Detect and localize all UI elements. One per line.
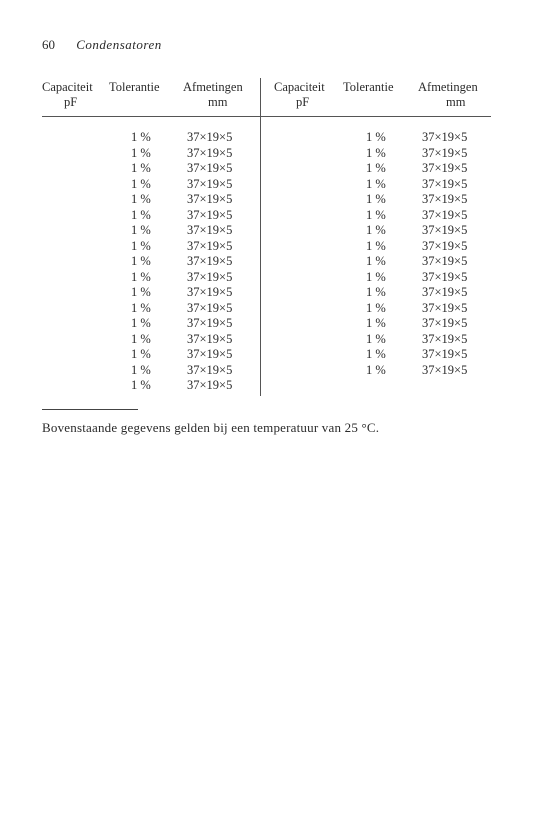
capacity-label: Capaciteit: [42, 80, 93, 94]
tolerance-value: 1 %: [131, 207, 151, 222]
tolerance-value: 1 %: [366, 238, 386, 253]
dimensions-value: 37×19×5: [187, 316, 233, 330]
tolerance-value: 1 %: [366, 331, 386, 346]
tolerance-value: 1 %: [131, 223, 151, 237]
tolerance-value: 1 %: [366, 130, 386, 144]
dimensions-value: 37×19×5: [187, 192, 233, 206]
dimensions-value: 37×19×5: [187, 254, 233, 268]
running-title: Condensatoren: [76, 37, 162, 52]
tolerance-value: 1 %: [131, 378, 151, 392]
dimensions-value: 37×19×5: [422, 161, 468, 175]
tolerance-label: Tolerantie: [109, 80, 160, 94]
dimensions-value: 37×19×5: [422, 285, 468, 299]
dimensions-value: 37×19×5: [187, 207, 233, 222]
right-capacity-header: [274, 80, 325, 110]
left-tolerance-header: [109, 80, 160, 95]
capacity-label: Capaciteit: [274, 80, 325, 94]
tolerance-value: 1 %: [131, 269, 151, 284]
tolerance-value: 1 %: [366, 285, 386, 299]
tolerance-value: 1 %: [366, 254, 386, 268]
tolerance-value: 1 %: [366, 223, 386, 237]
tolerance-value: 1 %: [131, 331, 151, 346]
tolerance-label: Tolerantie: [343, 80, 394, 94]
tolerance-value: 1 %: [366, 192, 386, 206]
dimensions-unit: mm: [208, 95, 228, 109]
header-rule: [42, 116, 491, 117]
tolerance-value: 1 %: [366, 161, 386, 175]
right-tolerance-header: [343, 80, 394, 95]
dimensions-value: 37×19×5: [187, 223, 233, 237]
left-capacity-header: [42, 80, 93, 110]
dimensions-value: 37×19×5: [187, 378, 233, 392]
tolerance-value: 1 %: [131, 285, 151, 299]
capacity-unit: pF: [64, 95, 78, 109]
tolerance-value: 1 %: [131, 130, 151, 144]
tolerance-value: 1 %: [366, 176, 386, 191]
dimensions-value: 37×19×5: [422, 362, 468, 377]
dimensions-value: 37×19×5: [187, 145, 233, 160]
dimensions-value: 37×19×5: [422, 130, 468, 144]
tolerance-value: 1 %: [131, 161, 151, 175]
footnote: Bovenstaande gegevens gelden bij een temperatuur van 25 °C.: [42, 420, 380, 435]
dimensions-value: 37×19×5: [187, 285, 233, 299]
dimensions-value: 37×19×5: [422, 331, 468, 346]
tolerance-value: 1 %: [366, 145, 386, 160]
dimensions-value: 37×19×5: [422, 254, 468, 268]
tolerance-value: 1 %: [131, 347, 151, 361]
left-dimensions-header: [183, 80, 243, 110]
tolerance-value: 1 %: [366, 347, 386, 361]
page-number: 60: [42, 37, 55, 52]
tolerance-value: 1 %: [366, 316, 386, 330]
footnote-rule: [42, 409, 138, 410]
dimensions-value: 37×19×5: [187, 269, 233, 284]
tolerance-value: 1 %: [366, 300, 386, 315]
tolerance-value: 1 %: [131, 254, 151, 268]
tolerance-value: 1 %: [131, 145, 151, 160]
dimensions-label: Afmetingen: [418, 80, 478, 94]
dimensions-value: 37×19×5: [422, 176, 468, 191]
dimensions-value: 37×19×5: [187, 161, 233, 175]
tolerance-value: 1 %: [131, 316, 151, 330]
dimensions-value: 37×19×5: [187, 130, 233, 144]
dimensions-value: 37×19×5: [422, 145, 468, 160]
dimensions-label: Afmetingen: [183, 80, 243, 94]
tolerance-value: 1 %: [366, 362, 386, 377]
tolerance-value: 1 %: [366, 269, 386, 284]
dimensions-value: 37×19×5: [422, 207, 468, 222]
dimensions-value: 37×19×5: [422, 347, 468, 361]
right-dimensions-header: [418, 80, 478, 110]
dimensions-value: 37×19×5: [187, 300, 233, 315]
dimensions-value: 37×19×5: [422, 269, 468, 284]
tolerance-value: 1 %: [366, 207, 386, 222]
tolerance-value: 1 %: [131, 176, 151, 191]
tolerance-value: 1 %: [131, 192, 151, 206]
dimensions-value: 37×19×5: [422, 300, 468, 315]
dimensions-value: 37×19×5: [187, 362, 233, 377]
dimensions-value: 37×19×5: [187, 238, 233, 253]
column-divider: [260, 78, 261, 396]
dimensions-value: 37×19×5: [187, 347, 233, 361]
dimensions-value: 37×19×5: [187, 331, 233, 346]
tolerance-value: 1 %: [131, 362, 151, 377]
tolerance-value: 1 %: [131, 300, 151, 315]
tolerance-value: 1 %: [131, 238, 151, 253]
dimensions-value: 37×19×5: [187, 176, 233, 191]
dimensions-unit: mm: [446, 95, 466, 109]
dimensions-value: 37×19×5: [422, 223, 468, 237]
dimensions-value: 37×19×5: [422, 316, 468, 330]
page-header: [42, 37, 162, 53]
dimensions-value: 37×19×5: [422, 192, 468, 206]
capacity-unit: pF: [296, 95, 310, 109]
dimensions-value: 37×19×5: [422, 238, 468, 253]
